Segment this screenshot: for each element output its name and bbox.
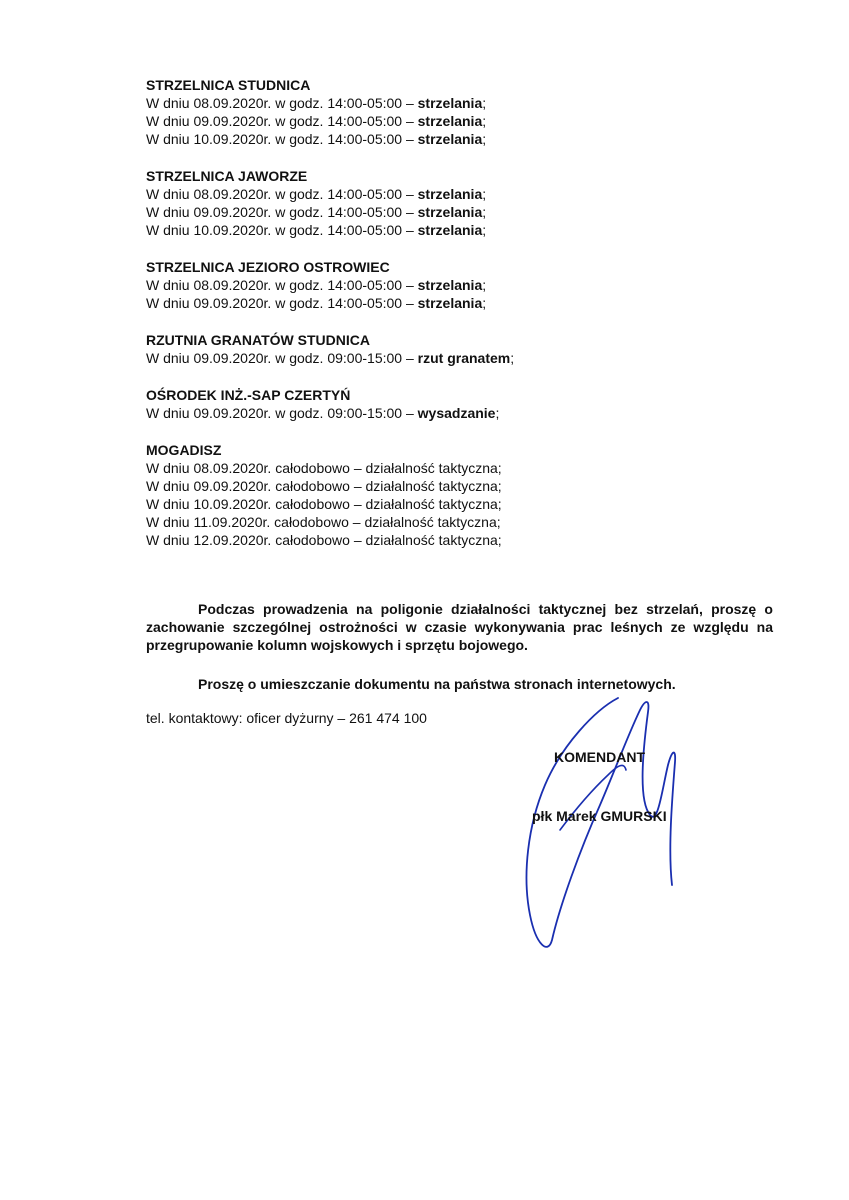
entry-text: W dniu 08.09.2020r. w godz. 14:00-05:00 – <box>146 95 418 111</box>
entry-text: W dniu 09.09.2020r. w godz. 09:00-15:00 – <box>146 350 418 366</box>
handwritten-signature <box>500 690 730 960</box>
entry-text: W dniu 11.09.2020r. całodobowo – działalność taktyczna; <box>146 514 501 530</box>
entry-text: W dniu 10.09.2020r. całodobowo – działalność taktyczna; <box>146 496 502 512</box>
schedule-entry <box>146 112 786 130</box>
schedule-entry <box>146 294 786 312</box>
schedule-entry <box>146 94 786 112</box>
entry-activity: strzelania <box>417 186 483 202</box>
entry-text: W dniu 09.09.2020r. w godz. 14:00-05:00 – <box>146 204 418 220</box>
safety-note: Podczas prowadzenia na poligonie działalności taktycznej bez strzelań, proszę o zachowanie szczególnej ostrożności w czasie wykonywania prac leśnych ze względu na przegrupowanie kolumn wojskowych i sprzętu bojowego. <box>146 601 773 653</box>
schedule-entry <box>146 404 786 422</box>
entry-text: W dniu 09.09.2020r. w godz. 14:00-05:00 – <box>146 295 418 311</box>
entry-activity: strzelania <box>417 204 483 220</box>
schedule-section <box>146 258 786 312</box>
schedule-section <box>146 167 786 239</box>
entry-activity: wysadzanie <box>417 405 496 421</box>
entry-activity: strzelania <box>417 222 483 238</box>
schedule-section <box>146 441 786 549</box>
entry-text: W dniu 09.09.2020r. w godz. 14:00-05:00 – <box>146 113 418 129</box>
entry-end: ; <box>482 95 487 111</box>
signatory-title: KOMENDANT <box>554 749 645 765</box>
entry-activity: strzelania <box>417 131 483 147</box>
schedule-entry <box>146 185 786 203</box>
entry-end: ; <box>482 277 487 293</box>
entry-end: ; <box>482 222 487 238</box>
entry-end: ; <box>482 113 487 129</box>
entry-text: W dniu 08.09.2020r. całodobowo – działalność taktyczna; <box>146 460 502 476</box>
entry-text: W dniu 12.09.2020r. całodobowo – działalność taktyczna; <box>146 532 502 548</box>
entry-activity: rzut granatem <box>417 350 511 366</box>
schedule-entry <box>146 221 786 239</box>
section-heading: STRZELNICA JAWORZE <box>146 168 308 184</box>
schedule-section <box>146 76 786 148</box>
entry-activity: strzelania <box>417 113 483 129</box>
schedule-entry <box>146 203 786 221</box>
entry-text: W dniu 09.09.2020r. w godz. 09:00-15:00 – <box>146 405 418 421</box>
schedule-entry <box>146 477 786 495</box>
section-heading: STRZELNICA JEZIORO OSTROWIEC <box>146 259 390 275</box>
entry-end: ; <box>495 405 500 421</box>
entry-text: W dniu 10.09.2020r. w godz. 14:00-05:00 – <box>146 131 418 147</box>
entry-text: W dniu 09.09.2020r. całodobowo – działalność taktyczna; <box>146 478 502 494</box>
schedule-entry <box>146 130 786 148</box>
schedule-entry <box>146 459 786 477</box>
entry-end: ; <box>482 186 487 202</box>
section-heading: RZUTNIA GRANATÓW STUDNICA <box>146 332 370 348</box>
schedule-entry <box>146 531 786 549</box>
section-heading: STRZELNICA STUDNICA <box>146 77 311 93</box>
entry-text: W dniu 10.09.2020r. w godz. 14:00-05:00 – <box>146 222 418 238</box>
section-heading: OŚRODEK INŻ.-SAP CZERTYŃ <box>146 387 351 403</box>
entry-end: ; <box>510 350 515 366</box>
entry-text: W dniu 08.09.2020r. w godz. 14:00-05:00 – <box>146 186 418 202</box>
entry-end: ; <box>482 131 487 147</box>
entry-activity: strzelania <box>417 277 483 293</box>
entry-activity: strzelania <box>417 95 483 111</box>
schedule-entry <box>146 349 786 367</box>
entry-text: W dniu 08.09.2020r. w godz. 14:00-05:00 – <box>146 277 418 293</box>
schedule-entry <box>146 513 786 531</box>
entry-end: ; <box>482 204 487 220</box>
publication-request: Proszę o umieszczanie dokumentu na państwa stronach internetowych. <box>198 676 676 692</box>
entry-activity: strzelania <box>417 295 483 311</box>
schedule-entry <box>146 495 786 513</box>
entry-end: ; <box>482 295 487 311</box>
section-heading: MOGADISZ <box>146 442 222 458</box>
schedule-entry <box>146 276 786 294</box>
schedule-sections <box>146 76 786 568</box>
schedule-section <box>146 386 786 422</box>
signatory-name: płk Marek GMURSKI <box>532 808 667 824</box>
contact-line: tel. kontaktowy: oficer dyżurny – 261 474 100 <box>146 710 427 726</box>
schedule-section <box>146 331 786 367</box>
